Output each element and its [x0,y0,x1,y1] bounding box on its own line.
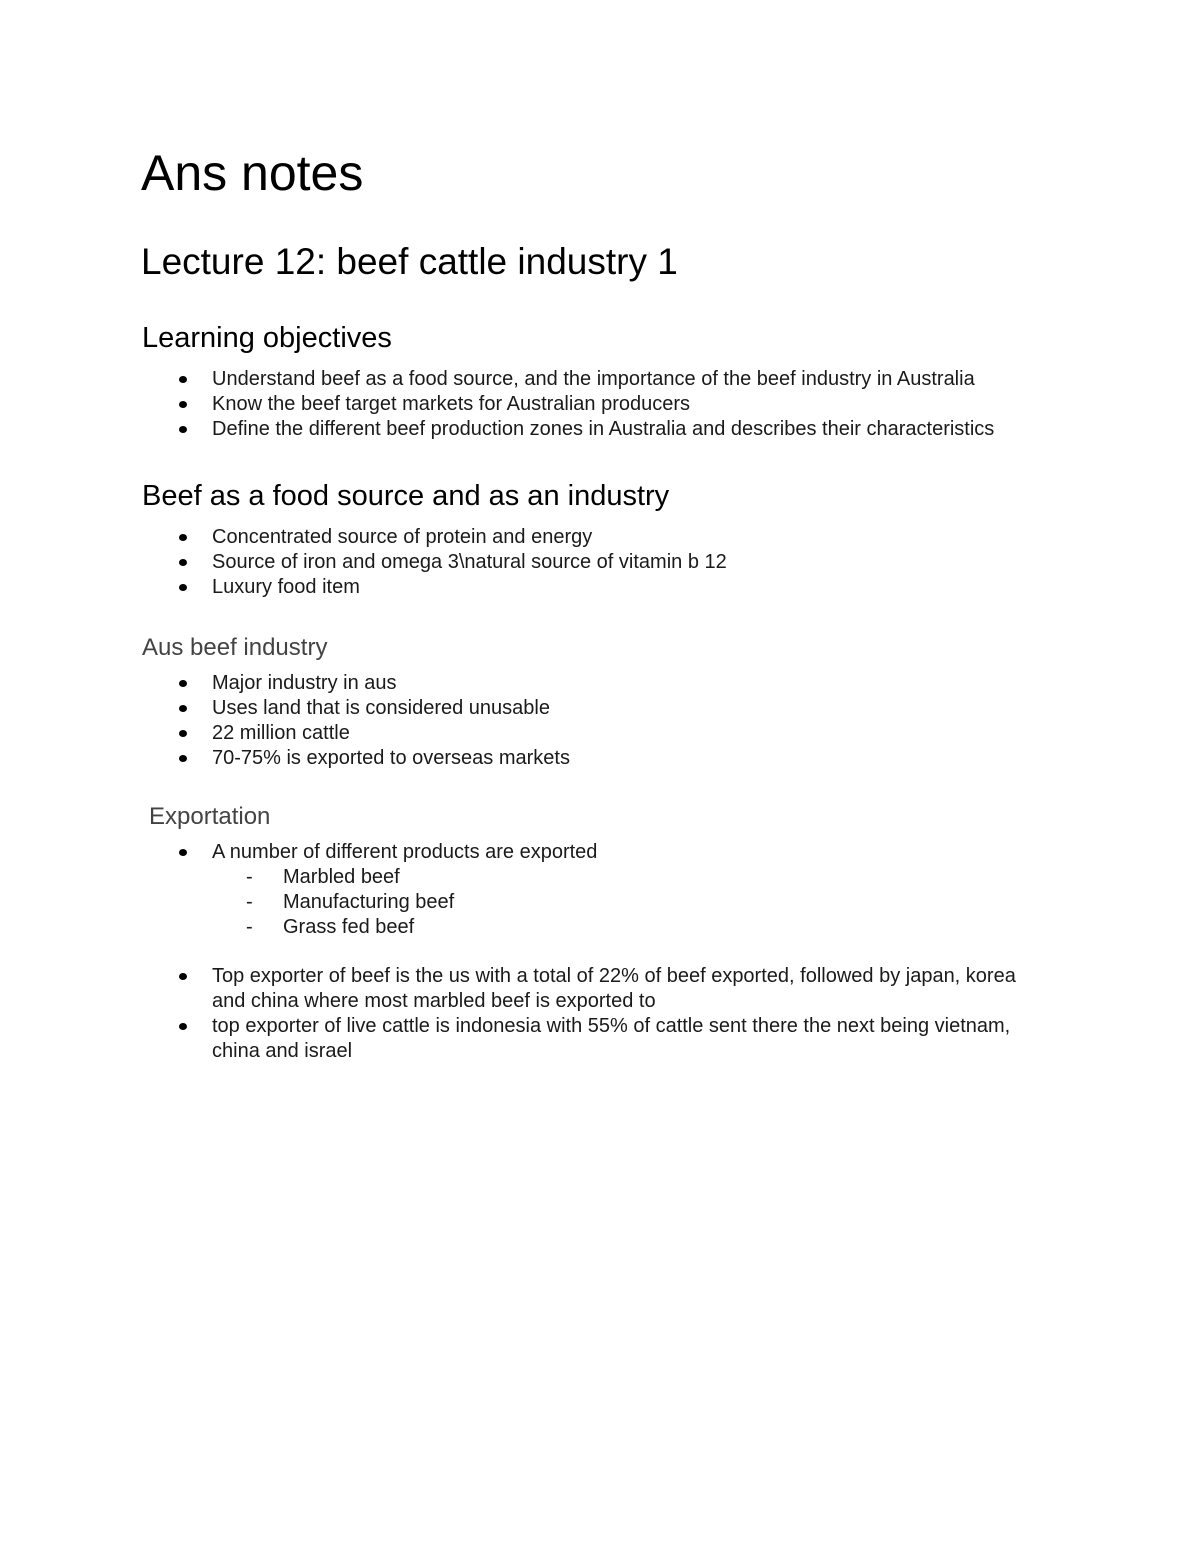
bullet-icon [179,376,187,383]
list-item: - Grass fed beef [246,916,415,938]
bullet-icon [179,1023,187,1030]
beef-food-source-list [142,525,727,600]
bullet-icon [179,584,187,591]
export-markets-list [142,964,1042,1064]
section-heading-aus-beef-industry: Aus beef industry [142,634,328,661]
list-item: Concentrated source of protein and energy [142,525,727,550]
bullet-icon [179,559,187,566]
dash-marker: - [246,916,253,938]
learning-objectives-list [142,367,994,442]
list-item: 70-75% is exported to overseas markets [142,746,570,771]
bullet-icon [179,849,187,856]
list-item: Define the different beef production zones in Australia and describes their characteristics [142,417,994,442]
list-item: - Manufacturing beef [246,891,455,913]
exportation-list [142,840,597,940]
section-heading-learning-objectives: Learning objectives [142,322,392,354]
list-item: Major industry in aus [142,671,570,696]
bullet-icon [179,680,187,687]
bullet-icon [179,973,187,980]
list-item: A number of different products are exported - Marbled beef - Manufacturing beef - Grass fed beef [142,840,597,940]
bullet-icon [179,730,187,737]
list-item: Know the beef target markets for Australian producers [142,392,994,417]
document-subtitle: Lecture 12: beef cattle industry 1 [141,241,678,282]
list-item: 22 million cattle [142,721,570,746]
list-item: Luxury food item [142,575,727,600]
bullet-icon [179,705,187,712]
bullet-icon [179,534,187,541]
list-item: - Marbled beef [246,866,400,888]
dash-marker: - [246,866,253,888]
aus-beef-industry-list [142,671,570,771]
list-item: Source of iron and omega 3\natural source of vitamin b 12 [142,550,727,575]
list-item: Understand beef as a food source, and the importance of the beef industry in Australia [142,367,994,392]
list-item: top exporter of live cattle is indonesia with 55% of cattle sent there the next being vietnam, china and israel [142,1014,1042,1064]
bullet-icon [179,426,187,433]
bullet-icon [179,401,187,408]
section-heading-beef-food-source: Beef as a food source and as an industry [142,480,670,512]
exported-products-list [212,865,597,940]
document-title: Ans notes [141,145,364,201]
bullet-icon [179,755,187,762]
list-item: Uses land that is considered unusable [142,696,570,721]
section-heading-exportation: Exportation [149,803,271,830]
dash-marker: - [246,891,253,913]
list-item: Top exporter of beef is the us with a total of 22% of beef exported, followed by japan, korea and china where most marbled beef is exported to [142,964,1042,1014]
